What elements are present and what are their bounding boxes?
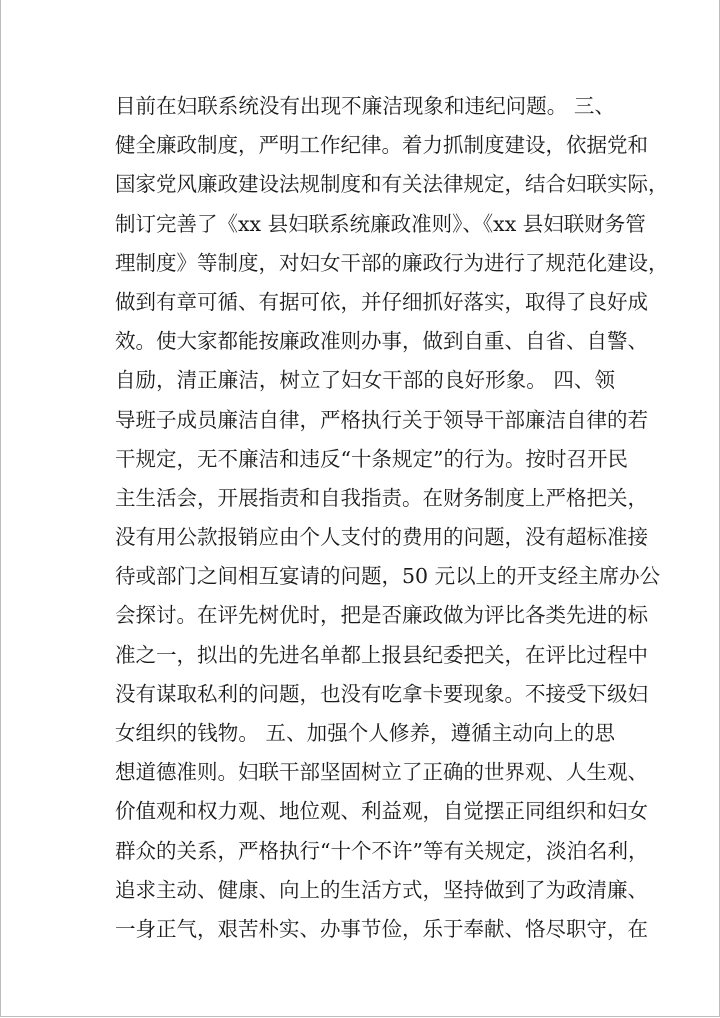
text-line: 准之一，拟出的先进名单都上报县纪委把关，在评比过程中 xyxy=(115,642,648,667)
body-text xyxy=(115,87,669,949)
text-line: 群众的关系，严格执行“十个不许”等有关规定，淡泊名利， xyxy=(115,838,649,863)
text-line: 干规定，无不廉洁和违反“十条规定”的行为。按时召开民 xyxy=(115,446,628,471)
text-line: 导班子成员廉洁自律，严格执行关于领导干部廉洁自律的若 xyxy=(115,407,648,432)
text-line: 做到有章可循、有据可依，并仔细抓好落实，取得了良好成 xyxy=(115,289,648,314)
text-line: 理制度》等制度，对妇女干部的廉政行为进行了规范化建设， xyxy=(115,250,669,275)
text-line: 一身正气，艰苦朴实、办事节俭，乐于奉献、恪尽职守，在 xyxy=(115,916,648,941)
text-line: 女组织的钱物。 五、加强个人修养，遵循主动向上的思 xyxy=(115,721,615,745)
text-line: 国家党风廉政建设法规制度和有关法律规定，结合妇联实际， xyxy=(115,172,669,197)
text-line: 没有谋取私利的问题，也没有吃拿卡要现象。不接受下级妇 xyxy=(115,681,648,706)
text-line: 主生活会，开展指责和自我指责。在财务制度上严格把关， xyxy=(115,485,648,510)
text-line: 待或部门之间相互宴请的问题，50 元以上的开支经主席办公 xyxy=(115,564,661,589)
text-line: 效。使大家都能按廉政准则办事，做到自重、自省、自警、 xyxy=(115,329,648,354)
text-line: 价值观和权力观、地位观、利益观，自觉摆正同组织和妇女 xyxy=(115,799,648,824)
text-line: 追求主动、健康、向上的生活方式，坚持做到了为政清廉、 xyxy=(115,877,648,902)
text-line: 健全廉政制度，严明工作纪律。着力抓制度建设，依据党和 xyxy=(115,133,648,158)
text-line: 目前在妇联系统没有出现不廉洁现象和违纪问题。 三、 xyxy=(115,94,615,118)
text-line: 自励，清正廉洁，树立了妇女干部的良好形象。 四、领 xyxy=(115,368,615,393)
text-line: 会探讨。在评先树优时，把是否廉政做为评比各类先进的标 xyxy=(115,603,648,628)
text-line: 想道德准则。妇联干部坚固树立了正确的世界观、人生观、 xyxy=(115,760,648,785)
text-line: 没有用公款报销应由个人支付的费用的问题，没有超标准接 xyxy=(115,525,648,550)
text-line: 制订完善了《xx 县妇联系统廉政准则》、《xx 县妇联财务管 xyxy=(115,211,646,236)
